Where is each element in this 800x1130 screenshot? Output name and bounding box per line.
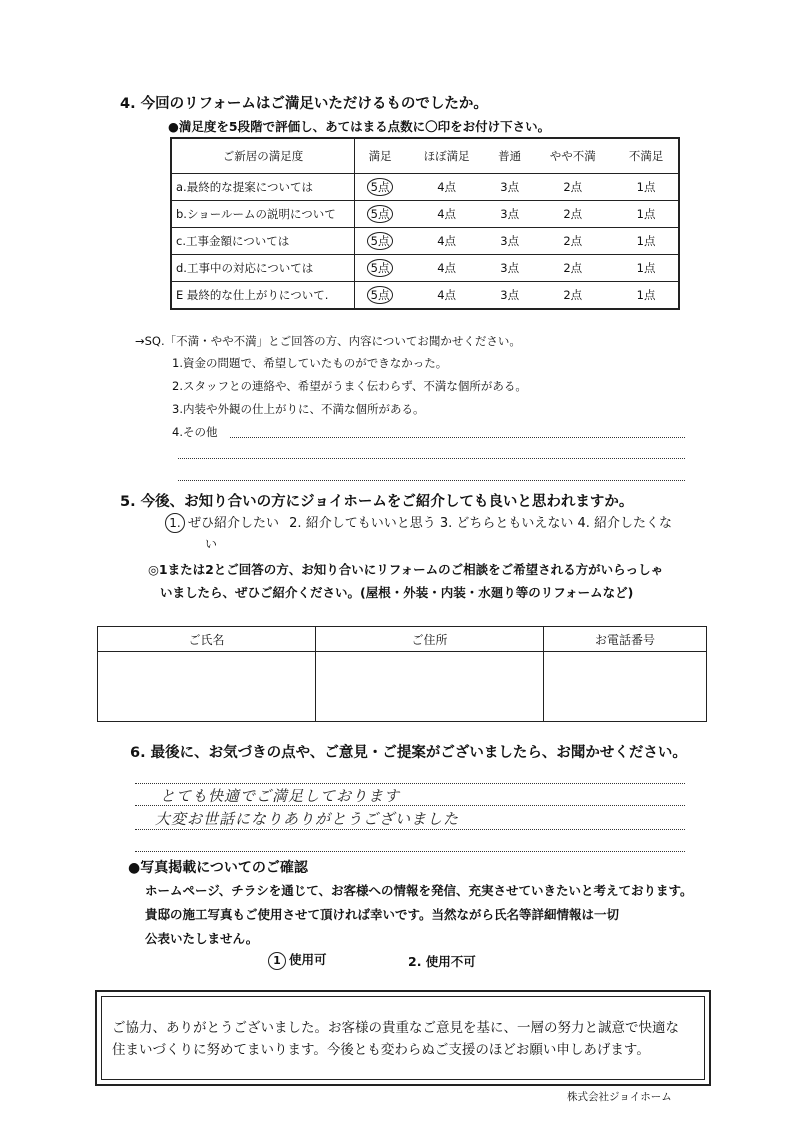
- score[interactable]: 3点: [488, 282, 531, 310]
- thanks-line-1: ご協力、ありがとうございました。お客様の貴重なご意見を基に、一層の努力と誠意で快適な: [112, 1020, 679, 1036]
- q5-note-1: ◎1または2とご回答の方、お知り合いにリフォームのご相談をご希望される方がいらっしゃ: [148, 562, 664, 577]
- photo-line-1: ホームページ、チラシを通じて、お客様への情報を発信、充実させていきたいと考えております。: [145, 883, 693, 898]
- options-wrap: い: [205, 537, 218, 551]
- photo-option-1: [268, 950, 327, 970]
- contact-header-phone: お電話番号: [544, 627, 707, 652]
- score[interactable]: 1点: [614, 201, 679, 228]
- q5-options: [165, 512, 672, 533]
- contact-table: [97, 626, 707, 722]
- thanks-line-2: 住まいづくりに努めてまいります。今後とも変わらぬご支援のほどお願い申しあげます。: [112, 1042, 650, 1058]
- table-row: [171, 201, 679, 228]
- photo-option-1-selected[interactable]: 1: [268, 952, 286, 970]
- table-header-row: [171, 138, 679, 174]
- answer-line[interactable]: [178, 458, 685, 459]
- row-label: E 最終的な仕上がりについて.: [171, 282, 355, 310]
- table-row: [171, 228, 679, 255]
- photo-line-3: 公表いたしません。: [145, 931, 259, 946]
- row-label: d.工事中の対応については: [171, 255, 355, 282]
- score[interactable]: 1点: [614, 282, 679, 310]
- table-header: ご新居の満足度: [171, 138, 355, 174]
- contact-name-field[interactable]: [98, 652, 316, 722]
- sq-option: 2.スタッフとの連絡や、希望がうまく伝わらず、不満な個所がある。: [172, 379, 527, 393]
- handwritten-answer-2: 大変お世話になりありがとうございました: [155, 810, 460, 828]
- option-1-text: ぜひ紹介したい: [188, 516, 280, 531]
- contact-address-field[interactable]: [316, 652, 544, 722]
- score[interactable]: 4点: [405, 201, 488, 228]
- score-selected[interactable]: 5点: [367, 286, 394, 304]
- score[interactable]: 3点: [488, 174, 531, 201]
- score[interactable]: 2点: [531, 201, 614, 228]
- table-header: 満足: [355, 138, 406, 174]
- photo-option-1-text: 使用可: [289, 952, 327, 967]
- sq-option: 1.資金の問題で、希望していたものができなかった。: [172, 356, 448, 370]
- handwritten-answer-1: とても快適でご満足しております: [160, 787, 401, 805]
- table-header: やや不満: [531, 138, 614, 174]
- score[interactable]: 2点: [531, 228, 614, 255]
- table-header: 普通: [488, 138, 531, 174]
- q6-title: 6. 最後に、お気づきの点や、ご意見・ご提案がございましたら、お聞かせください。: [130, 745, 687, 761]
- sq-option: 3.内装や外観の仕上がりに、不満な個所がある。: [172, 402, 425, 416]
- answer-line[interactable]: [178, 480, 685, 481]
- thanks-box: [95, 990, 711, 1086]
- row-label: a.最終的な提案については: [171, 174, 355, 201]
- q5-note-2: いましたら、ぜひご紹介ください。(屋根・外装・内装・水廻り等のリフォームなど): [160, 585, 634, 600]
- answer-line[interactable]: [135, 829, 685, 830]
- photo-line-2: 貴邸の施工写真もご使用させて頂ければ幸いです。当然ながら氏名等詳細情報は一切: [145, 907, 620, 922]
- score-selected[interactable]: 5点: [367, 205, 394, 223]
- company-name: 株式会社ジョイホーム: [567, 1091, 672, 1103]
- table-row: [171, 282, 679, 310]
- contact-phone-field[interactable]: [544, 652, 707, 722]
- score[interactable]: 2点: [531, 255, 614, 282]
- score[interactable]: 3点: [488, 255, 531, 282]
- score[interactable]: 1点: [614, 255, 679, 282]
- sq-option: 4.その他: [172, 425, 218, 439]
- photo-option-2[interactable]: 2. 使用不可: [408, 954, 476, 969]
- photo-title: ●写真掲載についてのご確認: [128, 860, 308, 876]
- table-header: ほぼ満足: [405, 138, 488, 174]
- q4-title: 4. 今回のリフォームはご満足いただけるものでしたか。: [120, 96, 488, 112]
- sq-title: →SQ.「不満・やや不満」とご回答の方、内容についてお聞かせください。: [135, 334, 521, 348]
- options-rest: 2. 紹介してもいいと思う 3. どちらともいえない 4. 紹介したくな: [289, 516, 673, 531]
- score[interactable]: 4点: [405, 255, 488, 282]
- score[interactable]: 1点: [614, 228, 679, 255]
- satisfaction-table: [170, 137, 680, 310]
- score-selected[interactable]: 5点: [367, 232, 394, 250]
- answer-line[interactable]: [135, 783, 685, 784]
- contact-header-address: ご住所: [316, 627, 544, 652]
- table-row: [171, 174, 679, 201]
- answer-line[interactable]: [230, 437, 685, 438]
- option-1-selected[interactable]: 1.: [165, 513, 185, 533]
- score[interactable]: 2点: [531, 174, 614, 201]
- answer-line[interactable]: [135, 851, 685, 852]
- score-selected[interactable]: 5点: [367, 178, 394, 196]
- score[interactable]: 3点: [488, 228, 531, 255]
- score[interactable]: 2点: [531, 282, 614, 310]
- score[interactable]: 3点: [488, 201, 531, 228]
- q4-instruction: ●満足度を5段階で評価し、あてはまる点数に〇印をお付け下さい。: [168, 119, 551, 134]
- contact-header-name: ご氏名: [98, 627, 316, 652]
- score-selected[interactable]: 5点: [367, 259, 394, 277]
- score[interactable]: 1点: [614, 174, 679, 201]
- table-header: 不満足: [614, 138, 679, 174]
- table-row: [171, 255, 679, 282]
- answer-line[interactable]: [135, 805, 685, 806]
- score[interactable]: 4点: [405, 174, 488, 201]
- row-label: b.ショールームの説明について: [171, 201, 355, 228]
- score[interactable]: 4点: [405, 282, 488, 310]
- row-label: c.工事金額については: [171, 228, 355, 255]
- q5-title: 5. 今後、お知り合いの方にジョイホームをご紹介しても良いと思われますか。: [120, 494, 634, 510]
- score[interactable]: 4点: [405, 228, 488, 255]
